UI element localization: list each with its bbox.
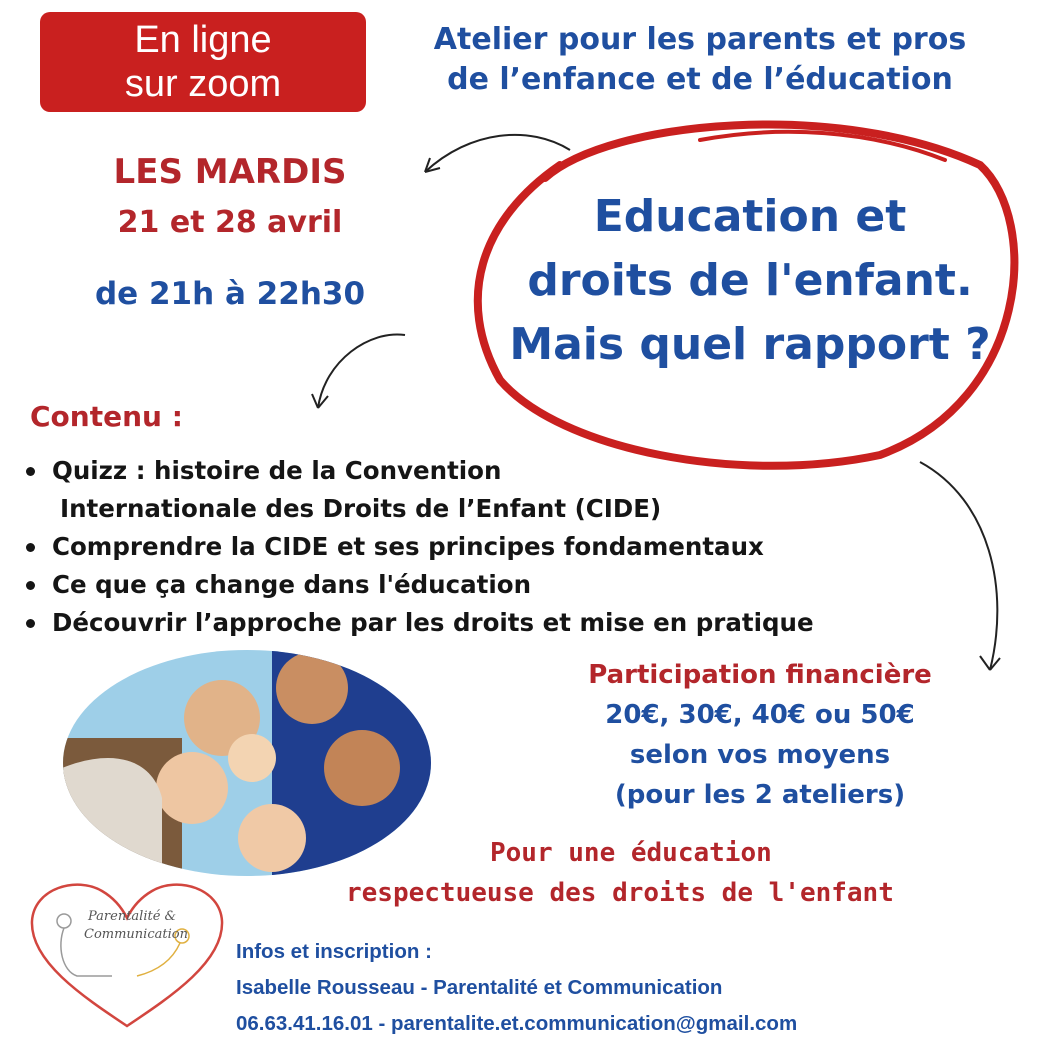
schedule-days: LES MARDIS [113,152,347,192]
slogan-line2: respectueuse des droits de l'enfant [346,878,894,908]
list-item-continuation: Internationale des Droits de l’Enfant (CIDE) [60,494,662,523]
participation-prices: 20€, 30€, 40€ ou 50€ [605,700,915,730]
header-line2: de l’enfance et de l’éducation [447,62,953,97]
contact-block [236,934,797,1042]
curved-arrow-icon [312,334,405,408]
title-line3: Mais quel rapport ? [509,319,991,370]
slogan-line1: Pour une éducation [490,838,772,868]
contact-heading: Infos et inscription : [236,940,432,963]
title-line1: Education et [593,191,907,242]
heart-icon [32,885,222,1026]
header-line1: Atelier pour les parents et pros [433,22,967,57]
curved-arrow-icon [425,135,570,172]
parentalite-logo [22,876,232,1036]
badge-line1: En ligne [134,19,272,61]
participation-heading: Participation financière [588,660,932,690]
list-item: Découvrir l’approche par les droits et mise en pratique [20,604,814,642]
list-item: Quizz : histoire de la Convention [20,452,814,490]
schedule-time: de 21h à 22h30 [94,276,366,312]
children-photo [62,648,432,878]
logo-text2: Communication [84,927,188,942]
logo-text1: Parentalité & [88,909,177,924]
curved-arrow-icon [920,462,1000,670]
participation-note: selon vos moyens [629,740,891,770]
participation-note2: (pour les 2 ateliers) [614,780,906,810]
contact-name: Isabelle Rousseau - Parentalité et Communication [236,976,723,999]
contact-details[interactable]: 06.63.41.16.01 - parentalite.et.communication@gmail.com [236,1012,798,1035]
content-list [20,452,814,642]
schedule-dates: 21 et 28 avril [117,205,343,240]
participation-block [540,655,980,815]
list-item: Comprendre la CIDE et ses principes fondamentaux [20,528,814,566]
workshop-title [470,185,1030,377]
title-line2: droits de l'enfant. [527,255,973,306]
badge-line2: sur zoom [124,63,282,105]
contenu-heading: Contenu : [30,400,183,433]
list-item: Ce que ça change dans l'éducation [20,566,814,604]
